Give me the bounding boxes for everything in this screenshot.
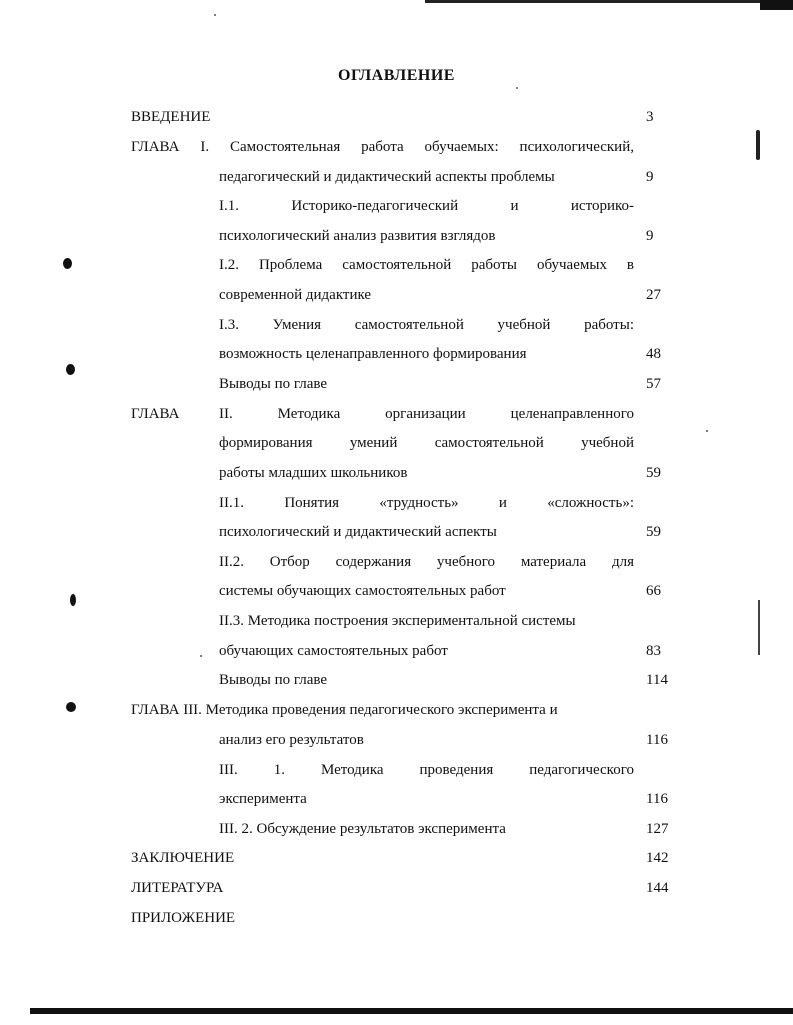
toc-entry-label: ГЛАВА I. Самостоятельная работа обучаемых: психологический, xyxy=(131,139,634,155)
toc-entry-label: эксперимента xyxy=(219,791,307,807)
scan-edge-mark xyxy=(756,130,760,160)
toc-entry-label: ГЛАВА xyxy=(131,406,180,422)
toc-page-number: 114 xyxy=(646,672,668,688)
toc-entry-label: ВВЕДЕНИЕ xyxy=(131,109,211,125)
toc-entry-label: формирования умений самостоятельной учебной xyxy=(219,435,634,451)
toc-entry-label: I.2. Проблема самостоятельной работы обучаемых в xyxy=(219,257,634,273)
toc-entry-label: III. 2. Обсуждение результатов эксперимента xyxy=(219,821,506,837)
punch-hole-mark xyxy=(70,594,76,606)
toc-page-number: 27 xyxy=(646,287,661,303)
toc-page-number: 66 xyxy=(646,583,661,599)
toc-entry-label: ЗАКЛЮЧЕНИЕ xyxy=(131,850,235,866)
toc-page-number: 59 xyxy=(646,524,661,540)
scan-line-bottom xyxy=(30,1008,793,1014)
toc-entry-label: II.2. Отбор содержания учебного материала для xyxy=(219,554,634,570)
toc-entry-label: психологический и дидактический аспекты xyxy=(219,524,497,540)
toc-entry-label: современной дидактике xyxy=(219,287,372,303)
speck xyxy=(200,655,202,657)
toc-page-number: 48 xyxy=(646,346,661,362)
scan-line-top xyxy=(425,0,793,3)
punch-hole-mark xyxy=(66,364,75,375)
toc-entry-label: возможность целенаправленного формирования xyxy=(219,346,527,362)
toc-entry-label: ГЛАВА III. Методика проведения педагогического эксперимента и xyxy=(131,702,558,718)
toc-entry-label: II.3. Методика построения экспериментальной системы xyxy=(219,613,576,629)
toc-entry-label: II. Методика организации целенаправленного xyxy=(219,406,634,422)
scan-corner-mark xyxy=(760,0,793,10)
toc-page-number: 59 xyxy=(646,465,661,481)
toc-page-number: 9 xyxy=(646,169,654,185)
toc-entry-label: II.1. Понятия «трудность» и «сложность»: xyxy=(219,495,634,511)
toc-entry-label: ЛИТЕРАТУРА xyxy=(131,880,224,896)
toc-entry-label: III. 1. Методика проведения педагогического xyxy=(219,762,634,778)
toc-entry-label: анализ его результатов xyxy=(219,732,364,748)
toc-page-number: 57 xyxy=(646,376,661,392)
punch-hole-mark xyxy=(63,258,72,269)
toc-entry-label: психологический анализ развития взглядов xyxy=(219,228,496,244)
speck xyxy=(706,430,708,432)
toc-page-number: 116 xyxy=(646,732,668,748)
page-title: ОГЛАВЛЕНИЕ xyxy=(338,67,455,84)
toc-entry-label: Выводы по главе xyxy=(219,376,328,392)
toc-entry-label: работы младших школьников xyxy=(219,465,408,481)
toc-entry-label: ПРИЛОЖЕНИЕ xyxy=(131,910,236,926)
toc-entry-label: I.1. Историко-педагогический и историко- xyxy=(219,198,634,214)
toc-entry-label: педагогический и дидактический аспекты проблемы xyxy=(219,169,555,185)
toc-page-number: 3 xyxy=(646,109,654,125)
toc-page-number: 83 xyxy=(646,643,661,659)
punch-hole-mark xyxy=(66,702,76,712)
toc-entry-label: системы обучающих самостоятельных работ xyxy=(219,583,506,599)
toc-entry-label: Выводы по главе xyxy=(219,672,328,688)
toc-page-number: 9 xyxy=(646,228,654,244)
scan-edge-mark xyxy=(758,600,760,655)
toc-page-number: 116 xyxy=(646,791,668,807)
speck xyxy=(214,14,216,16)
toc-entry-label: обучающих самостоятельных работ xyxy=(219,643,448,659)
toc-page-number: 127 xyxy=(646,821,669,837)
toc-entry-label: I.3. Умения самостоятельной учебной работы: xyxy=(219,317,634,333)
speck xyxy=(516,87,518,89)
toc-page-number: 144 xyxy=(646,880,669,896)
toc-page-number: 142 xyxy=(646,850,669,866)
